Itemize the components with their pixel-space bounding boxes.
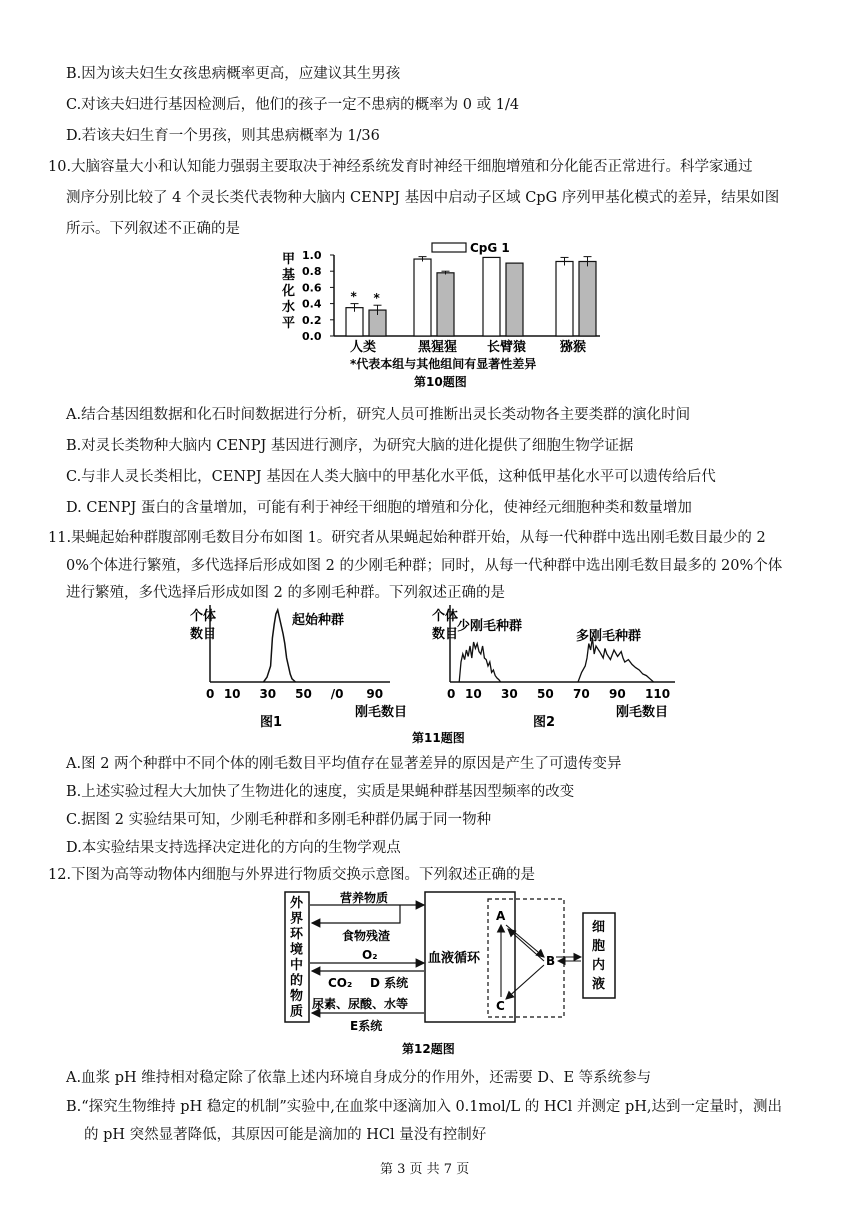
q10-bar	[556, 261, 573, 336]
q11-fig1-xlabel: 刚毛数目	[355, 705, 408, 720]
q10-ylabel-char: 化	[282, 284, 296, 299]
q12-cell-char: 细	[592, 920, 606, 935]
q10-category-label: 人类	[350, 340, 377, 355]
q12-option-a: A.血浆 pH 维持相对稳定除了依靠上述内环境自身成分的作用外，还需要 D、E 等系统参与	[66, 1070, 652, 1086]
q11-fig2-tick-label: 110	[645, 687, 671, 701]
q12-outer-char: 境	[290, 942, 304, 958]
q10-option-a: A.结合基因组数据和化石时间数据进行分析，研究人员可推断出灵长类动物各主要类群的演化时间	[66, 407, 691, 423]
q12-cell-char: 内	[592, 958, 606, 973]
q10-bar	[437, 273, 454, 336]
q10-y-ticks	[302, 249, 334, 343]
q11-fig2-label: 图2	[533, 715, 556, 730]
q10-bars	[346, 257, 596, 336]
page-footer: 第 3 页 共 7 页	[380, 1162, 470, 1177]
q11-fig1-tick-label: 50	[295, 687, 312, 701]
q11-fig2-tick-label: 30	[501, 687, 518, 701]
q11-fig1-tick-label: /0	[330, 687, 344, 701]
q12-outer-char: 界	[290, 911, 304, 927]
q12-e-system-label: E系统	[350, 1019, 383, 1033]
q10-stem-line1: 10.大脑容量大小和认知能力强弱主要取决于神经系统发育时神经干细胞增殖和分化能否正常进行。科学家通过	[48, 159, 753, 175]
q11-fig2-x-ticks	[447, 687, 670, 701]
q12-co2-label: CO₂	[328, 976, 353, 990]
q11-fig1-tick-label: 10	[223, 687, 241, 701]
q10-bar	[506, 263, 523, 336]
q12-o2-label: O₂	[362, 948, 378, 962]
q10-stem-line2: 测序分别比较了 4 个灵长类代表物种大脑内 CENPJ 基因中启动子区域 CpG 序列甲基化模式的差异，结果如图	[66, 190, 780, 206]
q11-fig2-high-label: 多刚毛种群	[576, 629, 642, 644]
q12-exchange-diagram	[270, 885, 650, 1060]
q10-y-tick-label: 0.0	[302, 330, 322, 343]
q11-fig2-ylabel-1: 个体	[432, 609, 459, 624]
q11-fig2	[432, 605, 675, 730]
q11-fig1-tick-label: 0	[206, 687, 215, 701]
q9-option-b: B.因为该夫妇生女孩患病概率更高，应建议其生男孩	[66, 66, 401, 82]
q12-outer-environment-label	[290, 895, 304, 1020]
q11-fig2-tick-label: 70	[573, 687, 590, 701]
q12-outer-char: 环	[290, 927, 304, 942]
q11-fig2-ylabel-2: 数目	[432, 627, 459, 642]
q10-category-label: 猕猴	[560, 340, 587, 355]
q10-y-axis-label	[281, 252, 295, 331]
q11-fig1-ylabel-2: 数目	[190, 627, 217, 642]
q10-category-label: 长臂猿	[487, 340, 527, 355]
q10-significance-mark: *	[350, 289, 357, 304]
q12-outer-char: 质	[290, 1004, 304, 1020]
q11-fig2-low-label: 少刚毛种群	[457, 619, 523, 634]
q11-fig1-ylabel-1: 个体	[190, 609, 217, 624]
q11-caption: 第11题图	[412, 731, 465, 745]
q10-significance-mark: *	[373, 291, 380, 306]
q10-y-tick-label: 1.0	[302, 249, 322, 262]
q11-stem-line2: 0%个体进行繁殖，多代选择后形成如图 2 的少刚毛种群；同时，从每一代种群中选出刚毛数目最多的 20%个体	[66, 558, 783, 574]
q12-node-a: A	[496, 909, 506, 923]
q10-bar	[346, 308, 363, 336]
q11-fig1-tick-label: 90	[366, 687, 384, 701]
q10-ylabel-char: 基	[282, 268, 296, 283]
q12-blood-label: 血液循环	[428, 951, 481, 966]
q12-d-system-label: D 系统	[370, 976, 409, 990]
q11-fig2-low-bristle-curve	[459, 642, 500, 682]
q10-caption: 第10题图	[414, 375, 467, 389]
q10-y-tick-label: 0.2	[302, 313, 322, 327]
q11-fig1-x-ticks	[206, 687, 383, 701]
q10-category-labels	[350, 339, 586, 355]
q11-stem-line1: 11.果蝇起始种群腹部刚毛数目分布如图 1。研究者从果蝇起始种群开始，从每一代种群中选出刚毛数目最少的 2	[48, 530, 766, 546]
q11-option-c: C.据图 2 实验结果可知，少刚毛种群和多刚毛种群仍属于同一物种	[66, 812, 492, 828]
q10-ylabel-char: 平	[282, 316, 296, 331]
q10-y-tick-label: 0.8	[302, 265, 322, 279]
q11-fig2-tick-label: 0	[447, 687, 456, 701]
q12-outer-char: 外	[290, 896, 304, 911]
q10-category-label: 黑猩猩	[418, 340, 458, 355]
q12-outer-char: 的	[290, 973, 304, 989]
q11-fig1-series-label: 起始种群	[292, 613, 345, 628]
q11-option-b: B.上述实验过程大大加快了生物进化的速度，实质是果蝇种群基因型频率的改变	[66, 784, 575, 800]
q11-fig2-xlabel: 刚毛数目	[616, 705, 669, 720]
q10-legend-swatch	[432, 243, 466, 252]
q11-fig2-tick-label: 90	[609, 687, 626, 701]
q11-fig1-label: 图1	[260, 715, 283, 730]
q10-y-tick-label: 0.4	[302, 297, 322, 311]
q11-bristle-figure	[180, 600, 700, 750]
q11-fig2-high-bristle-curve	[578, 638, 654, 682]
q9-option-d: D.若该夫妇生育一个男孩，则其患病概率为 1/36	[66, 128, 380, 144]
q10-bar	[414, 259, 431, 336]
q12-residue-label: 食物残渣	[342, 929, 391, 943]
q12-caption: 第12题图	[402, 1042, 455, 1056]
q12-cell-char: 液	[592, 977, 606, 992]
q11-fig2-tick-label: 50	[537, 687, 554, 701]
q10-methylation-chart	[270, 235, 610, 395]
q12-node-c: C	[496, 999, 505, 1013]
q12-residue-arrow	[312, 905, 400, 923]
q10-option-d: D. CENPJ 蛋白的含量增加，可能有利于神经干细胞的增殖和分化，使神经元细胞种类和数量增加	[66, 500, 692, 516]
q10-footnote: *代表本组与其他组间有显著性差异	[350, 357, 537, 371]
q12-outer-char: 物	[290, 989, 304, 1004]
q10-bar	[483, 257, 500, 336]
q12-option-b-line2: 的 pH 突然显著降低，其原因可能是滴加的 HCl 量没有控制好	[84, 1127, 487, 1143]
q10-stem-line3: 所示。下列叙述不正确的是	[66, 221, 240, 237]
q12-outer-char: 中	[290, 958, 304, 973]
q11-option-d: D.本实验结果支持选择决定进化的方向的生物学观点	[66, 840, 401, 856]
q12-nutrient-label: 营养物质	[340, 891, 389, 905]
q11-fig1-curve	[264, 610, 296, 682]
q10-bar	[579, 261, 596, 336]
q10-y-tick-label: 0.6	[302, 281, 322, 295]
q10-legend-label: CpG 1	[470, 241, 510, 255]
q11-option-a: A.图 2 两个种群中不同个体的刚毛数目平均值存在显著差异的原因是产生了可遗传变异	[66, 756, 622, 772]
q10-ylabel-char: 水	[282, 300, 296, 315]
q11-fig1-tick-label: 30	[259, 687, 277, 701]
q11-fig2-tick-label: 10	[465, 687, 482, 701]
q12-waste-label: 尿素、尿酸、水等	[312, 997, 409, 1011]
q10-ylabel-char: 甲	[282, 252, 296, 267]
q11-stem-line3: 进行繁殖，多代选择后形成如图 2 的多刚毛种群。下列叙述正确的是	[66, 585, 505, 601]
q11-fig1	[190, 605, 407, 730]
q10-option-b: B.对灵长类物种大脑内 CENPJ 基因进行测序，为研究大脑的进化提供了细胞生物学证据	[66, 438, 634, 454]
q9-option-c: C.对该夫妇进行基因检测后，他们的孩子一定不患病的概率为 0 或 1/4	[66, 97, 520, 113]
q12-option-b-line1: B.“探究生物维持 pH 稳定的机制”实验中,在血浆中逐滴加入 0.1mol/L 的 HCl 并测定 pH,达到一定量时，测出	[66, 1099, 782, 1115]
q12-cell-char: 胞	[592, 939, 606, 954]
q10-option-c: C.与非人灵长类相比，CENPJ 基因在人类大脑中的甲基化水平低，这种低甲基化水平可以遗传给后代	[66, 469, 716, 485]
q12-stem: 12.下图为高等动物体内细胞与外界进行物质交换示意图。下列叙述正确的是	[48, 867, 536, 883]
q12-node-b: B	[546, 954, 556, 968]
